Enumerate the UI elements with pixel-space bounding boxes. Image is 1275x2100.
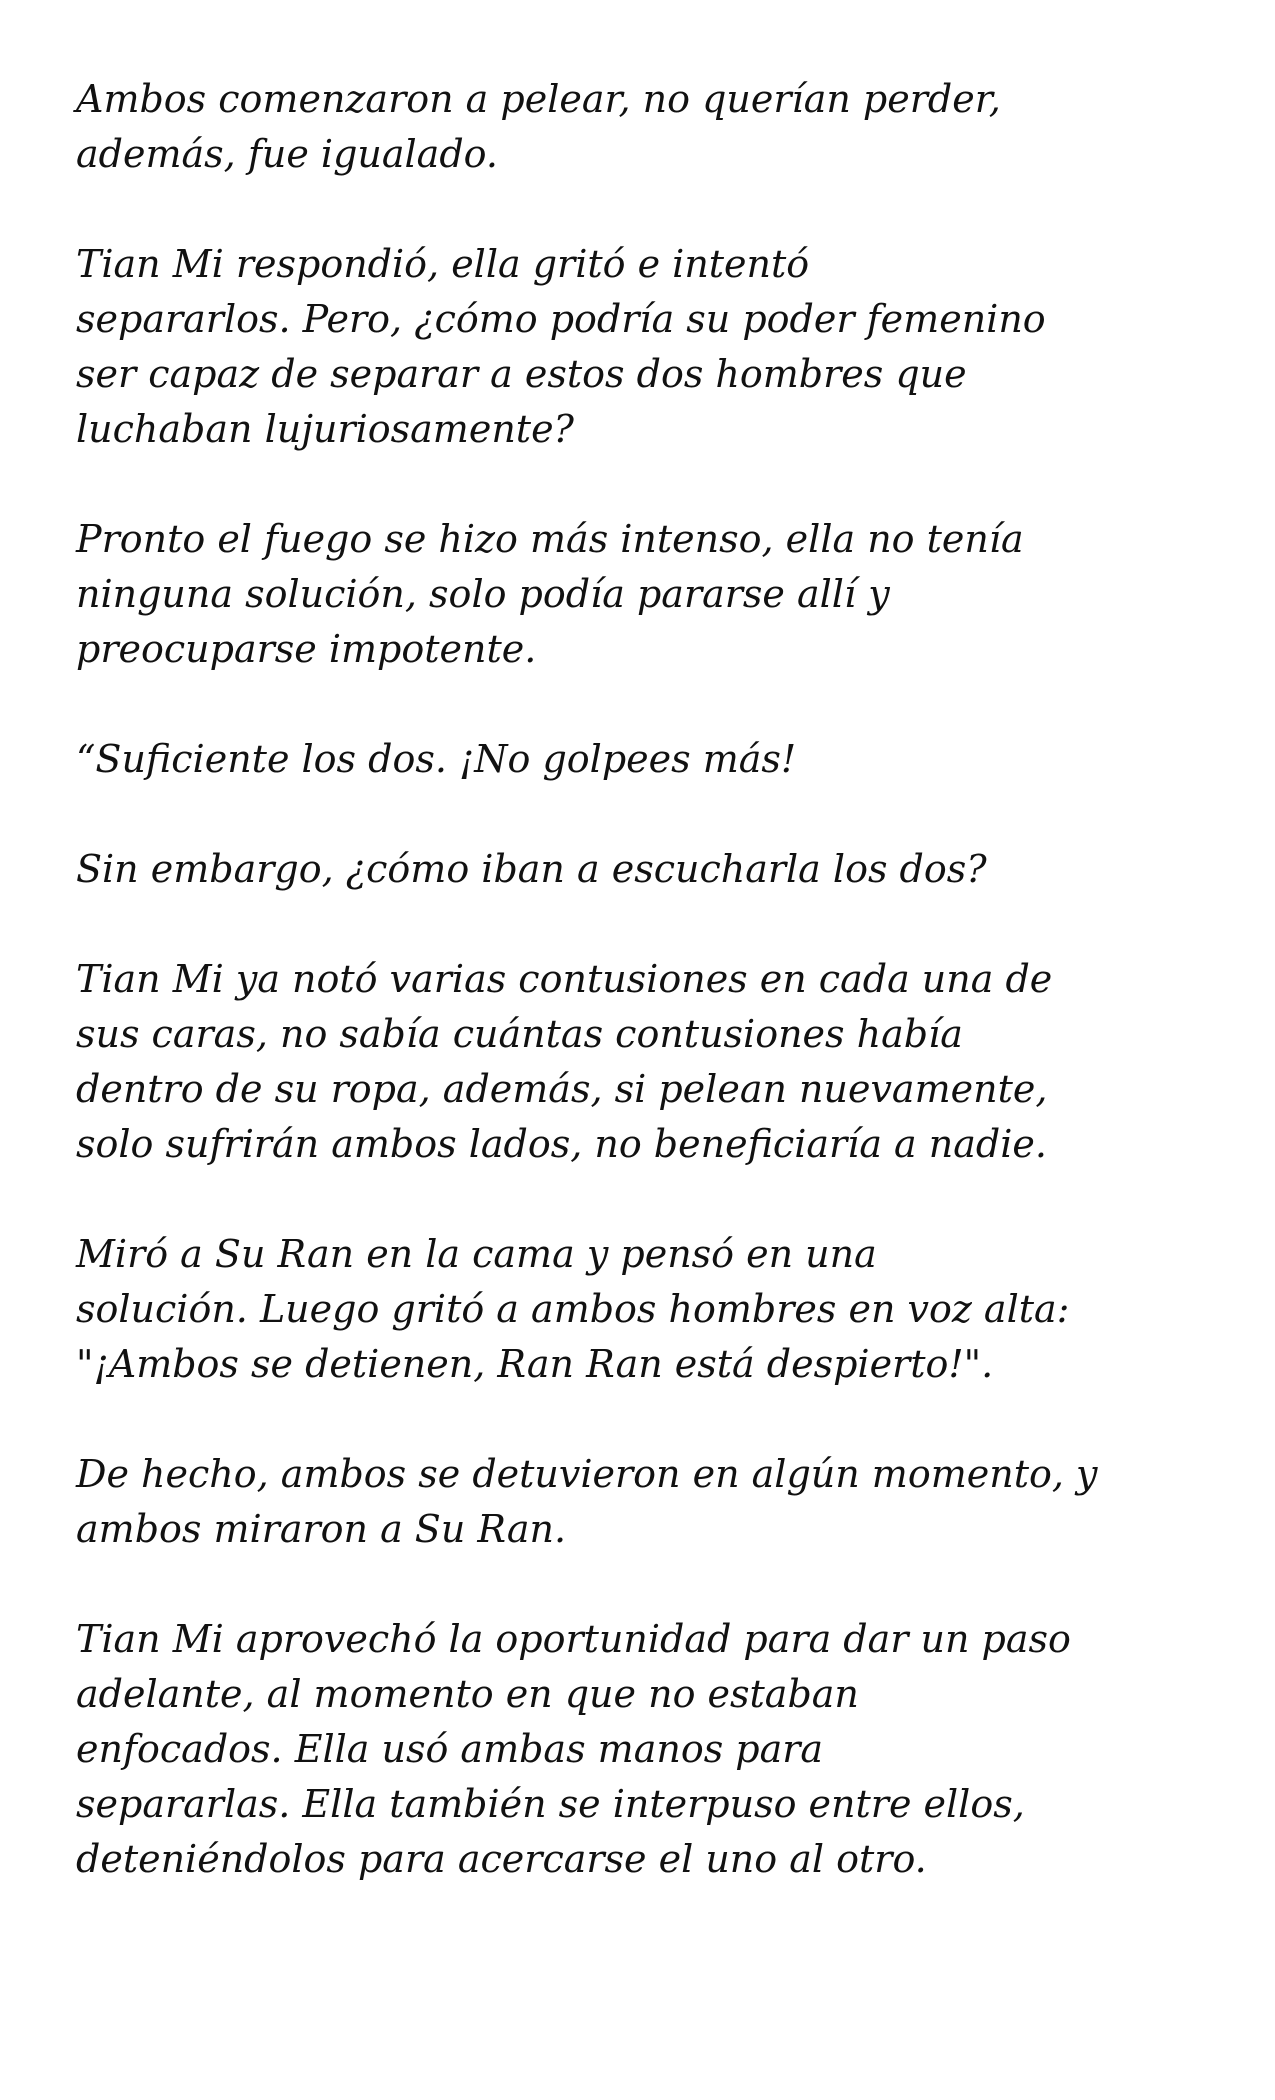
text-line: enfocados. Ella usó ambas manos para (76, 1727, 824, 1771)
text-line: separarlos. Pero, ¿cómo podría su poder femenino (76, 297, 1046, 341)
text-line: Pronto el fuego se hizo más intenso, ella no tenía (76, 517, 1024, 561)
text-line: De hecho, ambos se detuvieron en algún momento, y (76, 1452, 1098, 1496)
text-line: ser capaz de separar a estos dos hombres que (76, 352, 967, 396)
document-page (76, 72, 1226, 1887)
text-line: “Suficiente los dos. ¡No golpees más! (76, 737, 797, 781)
paragraph-8 (76, 1447, 1226, 1557)
text-line: Tian Mi ya notó varias contusiones en cada una de (76, 957, 1053, 1001)
text-line: Ambos comenzaron a pelear, no querían perder, (76, 77, 1001, 121)
text-line: deteniéndolos para acercarse el uno al otro. (76, 1837, 927, 1881)
paragraph-3 (76, 512, 1226, 677)
text-line: Tian Mi aprovechó la oportunidad para dar un paso (76, 1617, 1071, 1661)
text-line: dentro de su ropa, además, si pelean nuevamente, (76, 1067, 1048, 1111)
text-line: luchaban lujuriosamente? (76, 407, 574, 451)
text-line: solo sufrirán ambos lados, no beneficiaría a nadie. (76, 1122, 1047, 1166)
text-line: "¡Ambos se detienen, Ran Ran está despierto!". (76, 1342, 994, 1386)
text-line: preocuparse impotente. (76, 627, 537, 671)
paragraph-1 (76, 72, 1226, 182)
text-line: además, fue igualado. (76, 132, 498, 176)
paragraph-4 (76, 732, 1226, 787)
paragraph-6 (76, 952, 1226, 1172)
paragraph-5 (76, 842, 1226, 897)
text-line: ninguna solución, solo podía pararse allí y (76, 572, 890, 616)
text-line: adelante, al momento en que no estaban (76, 1672, 859, 1716)
text-line: Sin embargo, ¿cómo iban a escucharla los dos? (76, 847, 987, 891)
paragraph-9 (76, 1612, 1226, 1887)
paragraph-2 (76, 237, 1226, 457)
paragraph-7 (76, 1227, 1226, 1392)
text-line: Tian Mi respondió, ella gritó e intentó (76, 242, 810, 286)
text-line: solución. Luego gritó a ambos hombres en voz alta: (76, 1287, 1070, 1331)
text-line: ambos miraron a Su Ran. (76, 1507, 567, 1551)
text-line: sus caras, no sabía cuántas contusiones había (76, 1012, 963, 1056)
text-line: Miró a Su Ran en la cama y pensó en una (76, 1232, 877, 1276)
text-line: separarlas. Ella también se interpuso entre ellos, (76, 1782, 1025, 1826)
